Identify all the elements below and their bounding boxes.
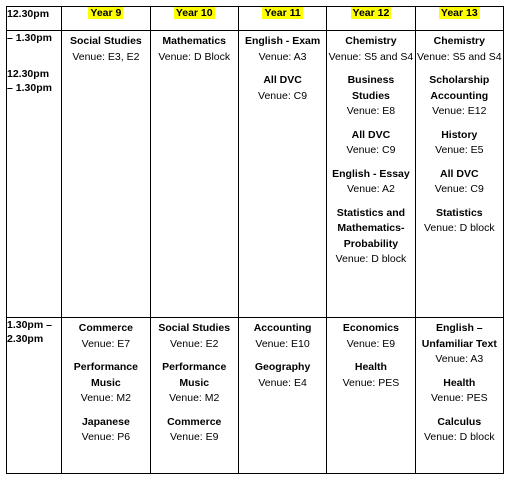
year-label: Year 11 <box>264 7 301 19</box>
subject-name: History <box>441 128 478 141</box>
venue-label: Venue: M2 <box>169 392 220 404</box>
session-row-2 <box>7 318 504 474</box>
venue-label: Venue: E8 <box>346 105 396 117</box>
session-time-cell <box>7 31 62 318</box>
cell-content <box>327 318 414 391</box>
year-11-cell <box>238 31 326 318</box>
cell-content <box>327 31 414 268</box>
venue-label: Venue: C9 <box>434 183 484 195</box>
venue-label: Venue: C9 <box>346 144 396 156</box>
session-time-cell <box>7 318 62 474</box>
cell-content <box>62 31 149 65</box>
subject-name: Health <box>443 376 476 389</box>
year-label: Year 12 <box>352 7 390 19</box>
year-13-cell <box>415 31 503 318</box>
venue-label: Venue: P6 <box>81 431 131 443</box>
header-row <box>7 7 504 31</box>
cell-content <box>416 31 503 237</box>
header-year-12 <box>327 7 415 31</box>
subject-name: Accounting <box>253 322 312 334</box>
subject-name: Social Studies <box>70 35 142 47</box>
time-line: 12.30pm <box>7 68 50 80</box>
year-9-cell <box>62 318 150 474</box>
subject-name: English – Unfamiliar Text <box>421 322 497 350</box>
subject-name: Health <box>354 361 387 373</box>
subject-name: Social Studies <box>158 322 231 334</box>
subject-name: English - Essay <box>332 167 410 180</box>
subject-name: Chemistry <box>433 35 485 47</box>
venue-label: Venue: E9 <box>346 337 396 350</box>
venue-label: Venue: D block <box>335 253 407 265</box>
subject-name: Statistics and Mathematics-Probability <box>336 206 406 250</box>
time-line: 2.30pm <box>7 333 44 345</box>
venue-label: Venue: A2 <box>346 183 395 195</box>
venue-label: Venue: E5 <box>435 144 484 156</box>
venue-label: Venue: D Block <box>158 50 231 63</box>
time-line: – 1.30pm <box>7 82 52 94</box>
header-year-9 <box>62 7 150 31</box>
cell-content <box>151 318 238 446</box>
subject-name: English - Exam <box>244 35 321 47</box>
subject-name: Performance Music <box>73 361 138 389</box>
subject-name: Mathematics <box>162 35 227 47</box>
venue-label: Venue: E7 <box>81 337 131 350</box>
venue-label: Venue: PES <box>430 392 488 404</box>
venue-label: Venue: A3 <box>435 353 484 365</box>
subject-name: Scholarship Accounting <box>429 74 490 102</box>
subject-name: Economics <box>342 322 399 334</box>
subject-name: Performance Music <box>162 361 227 389</box>
year-label: Year 9 <box>90 7 122 19</box>
venue-label: Venue: E2 <box>170 337 219 350</box>
venue-label: Venue: S5 and S4 <box>328 50 414 63</box>
cell-content <box>239 31 326 104</box>
subject-name: Statistics <box>435 206 483 219</box>
header-year-11 <box>238 7 326 31</box>
subject-name: Calculus <box>437 415 482 428</box>
header-year-10 <box>150 7 238 31</box>
header-year-13 <box>415 7 503 31</box>
year-12-cell <box>327 318 415 474</box>
cell-content <box>239 318 326 391</box>
subject-name: All DVC <box>263 74 302 86</box>
venue-label: Venue: E3, E2 <box>72 50 140 63</box>
year-10-cell <box>150 31 238 318</box>
subject-name: Commerce <box>167 415 222 428</box>
cell-content <box>62 318 149 446</box>
venue-label: Venue: M2 <box>80 392 131 404</box>
time-header <box>7 7 62 31</box>
subject-name: All DVC <box>440 167 479 180</box>
subject-name: Chemistry <box>345 35 397 47</box>
venue-label: Venue: E9 <box>170 431 219 443</box>
year-12-cell <box>327 31 415 318</box>
year-13-cell <box>415 318 503 474</box>
venue-label: Venue: S5 and S4 <box>416 50 502 63</box>
exam-timetable <box>6 6 504 474</box>
year-10-cell <box>150 318 238 474</box>
time-header-label: 12.30pm <box>7 8 50 20</box>
subject-name: Japanese <box>81 415 130 428</box>
venue-label: Venue: A3 <box>258 50 307 63</box>
year-11-cell <box>238 318 326 474</box>
subject-name: Business Studies <box>347 74 395 102</box>
venue-label: Venue: E4 <box>258 376 307 389</box>
session-row-1 <box>7 31 504 318</box>
subject-name: All DVC <box>351 128 391 141</box>
venue-label: Venue: E12 <box>432 105 487 117</box>
year-label: Year 10 <box>175 7 213 19</box>
subject-name: Geography <box>254 361 311 373</box>
venue-label: Venue: E10 <box>255 337 310 350</box>
time-line: 1.30pm – <box>7 319 52 331</box>
time-line: – 1.30pm <box>7 32 52 44</box>
subject-name: Commerce <box>78 322 134 334</box>
venue-label: Venue: PES <box>342 376 400 389</box>
venue-label: Venue: C9 <box>258 89 308 102</box>
year-9-cell <box>62 31 150 318</box>
year-label: Year 13 <box>440 7 478 19</box>
cell-content <box>416 318 503 446</box>
venue-label: Venue: D block <box>423 222 495 234</box>
cell-content <box>151 31 238 65</box>
venue-label: Venue: D block <box>423 431 495 443</box>
